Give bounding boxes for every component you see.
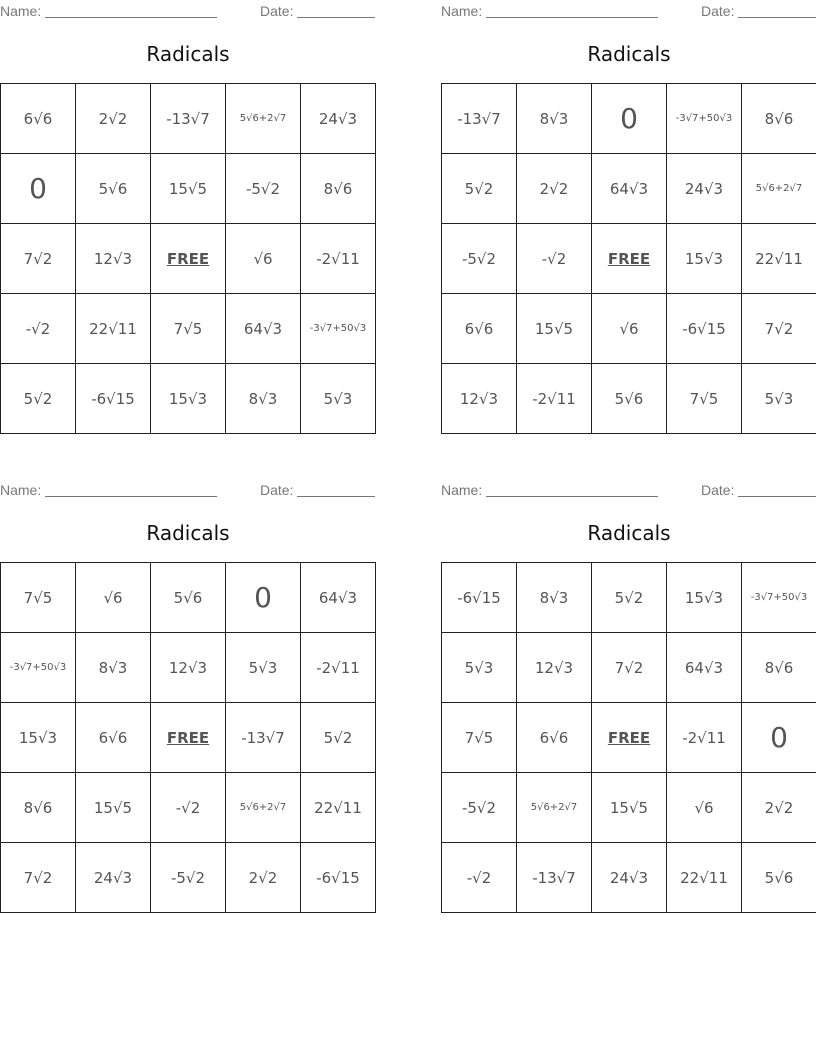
name-date-line — [441, 3, 816, 19]
bingo-cell: 5√3 — [442, 633, 517, 703]
name-label: Name: — [0, 3, 42, 19]
bingo-cell: -5√2 — [226, 154, 301, 224]
bingo-cell: 5√2 — [301, 703, 376, 773]
bingo-cell: 8√6 — [742, 633, 816, 703]
bingo-cell: -5√2 — [151, 843, 226, 913]
free-space: FREE — [592, 224, 667, 294]
bingo-grid — [441, 83, 816, 434]
bingo-cell: 24√3 — [301, 84, 376, 154]
bingo-cell: 15√3 — [667, 224, 742, 294]
card-title: Radicals — [587, 521, 671, 545]
bingo-cell: -3√7+50√3 — [667, 84, 742, 154]
bingo-card-4 — [441, 479, 816, 919]
bingo-cell: 12√3 — [517, 633, 592, 703]
bingo-cell: -√2 — [1, 294, 76, 364]
bingo-cell: 7√2 — [1, 843, 76, 913]
date-label: Date: — [260, 3, 294, 19]
bingo-cell: 7√2 — [1, 224, 76, 294]
bingo-card-2 — [441, 0, 816, 440]
bingo-cell: √6 — [226, 224, 301, 294]
bingo-cell: 5√6 — [592, 364, 667, 434]
name-blank — [486, 496, 658, 497]
bingo-grid — [0, 83, 376, 434]
bingo-cell: 5√6 — [76, 154, 151, 224]
date-label: Date: — [701, 482, 735, 498]
date-blank — [738, 496, 816, 497]
bingo-cell: 7√5 — [442, 703, 517, 773]
bingo-cell: 5√2 — [1, 364, 76, 434]
bingo-card-1 — [0, 0, 376, 440]
bingo-cell: 8√3 — [517, 84, 592, 154]
bingo-cell: 7√2 — [742, 294, 816, 364]
bingo-cell: -5√2 — [442, 224, 517, 294]
date-blank — [297, 496, 375, 497]
bingo-cell: 8√6 — [301, 154, 376, 224]
free-space: FREE — [151, 224, 226, 294]
bingo-cell: 24√3 — [592, 843, 667, 913]
bingo-cell: 6√6 — [76, 703, 151, 773]
bingo-cell: 8√3 — [226, 364, 301, 434]
bingo-cell: 5√6+2√7 — [742, 154, 816, 224]
bingo-cell: -√2 — [517, 224, 592, 294]
bingo-cell: -6√15 — [442, 563, 517, 633]
bingo-cell: 5√2 — [442, 154, 517, 224]
bingo-cell: -2√11 — [301, 633, 376, 703]
card-title: Radicals — [587, 42, 671, 66]
bingo-cell: 12√3 — [442, 364, 517, 434]
bingo-cell: -3√7+50√3 — [1, 633, 76, 703]
bingo-cell: 15√5 — [76, 773, 151, 843]
bingo-cell: 7√2 — [592, 633, 667, 703]
bingo-cell: -6√15 — [301, 843, 376, 913]
bingo-cell: 0 — [1, 154, 76, 224]
bingo-cell: -√2 — [151, 773, 226, 843]
bingo-cell: 5√2 — [592, 563, 667, 633]
bingo-cell: -13√7 — [151, 84, 226, 154]
bingo-cell: 2√2 — [226, 843, 301, 913]
bingo-cell: 22√11 — [742, 224, 816, 294]
bingo-cell: 5√6+2√7 — [226, 84, 301, 154]
name-blank — [45, 17, 217, 18]
bingo-cell: -2√11 — [517, 364, 592, 434]
name-date-line — [441, 482, 816, 498]
name-label: Name: — [0, 482, 42, 498]
bingo-grid — [0, 562, 376, 913]
bingo-cell: -5√2 — [442, 773, 517, 843]
bingo-cell: 8√3 — [517, 563, 592, 633]
bingo-cell: 15√3 — [151, 364, 226, 434]
bingo-cell: -2√11 — [301, 224, 376, 294]
name-date-line — [0, 482, 376, 498]
date-label: Date: — [701, 3, 735, 19]
bingo-cell: √6 — [667, 773, 742, 843]
bingo-cell: 5√6 — [742, 843, 816, 913]
bingo-cell: 12√3 — [151, 633, 226, 703]
bingo-cell: -3√7+50√3 — [301, 294, 376, 364]
bingo-cell: 64√3 — [667, 633, 742, 703]
bingo-cell: 7√5 — [1, 563, 76, 633]
bingo-cell: 8√6 — [1, 773, 76, 843]
name-label: Name: — [441, 482, 483, 498]
bingo-cell: 6√6 — [442, 294, 517, 364]
bingo-cell: 24√3 — [667, 154, 742, 224]
bingo-cell: 64√3 — [592, 154, 667, 224]
bingo-cell: 5√6+2√7 — [226, 773, 301, 843]
bingo-cell: 5√6+2√7 — [517, 773, 592, 843]
bingo-cell: -2√11 — [667, 703, 742, 773]
date-label: Date: — [260, 482, 294, 498]
bingo-cell: -6√15 — [76, 364, 151, 434]
bingo-cell: √6 — [592, 294, 667, 364]
bingo-cell: 22√11 — [76, 294, 151, 364]
bingo-cell: -13√7 — [442, 84, 517, 154]
bingo-cell: 15√3 — [1, 703, 76, 773]
bingo-cell: 8√3 — [76, 633, 151, 703]
bingo-cell: 7√5 — [667, 364, 742, 434]
bingo-cell: 24√3 — [76, 843, 151, 913]
name-label: Name: — [441, 3, 483, 19]
name-date-line — [0, 3, 376, 19]
bingo-cell: -13√7 — [226, 703, 301, 773]
bingo-cell: 8√6 — [742, 84, 816, 154]
bingo-cell: 22√11 — [301, 773, 376, 843]
bingo-cell: -3√7+50√3 — [742, 563, 816, 633]
bingo-cell: 5√3 — [301, 364, 376, 434]
bingo-cell: 22√11 — [667, 843, 742, 913]
bingo-cell: -6√15 — [667, 294, 742, 364]
date-blank — [738, 17, 816, 18]
free-space: FREE — [151, 703, 226, 773]
bingo-cell: 15√5 — [151, 154, 226, 224]
bingo-cell: 5√3 — [226, 633, 301, 703]
date-blank — [297, 17, 375, 18]
bingo-cell: 0 — [742, 703, 816, 773]
bingo-cell: 6√6 — [517, 703, 592, 773]
bingo-cell: 2√2 — [76, 84, 151, 154]
name-blank — [486, 17, 658, 18]
name-blank — [45, 496, 217, 497]
bingo-grid — [441, 562, 816, 913]
bingo-cell: 15√3 — [667, 563, 742, 633]
bingo-cell: 2√2 — [742, 773, 816, 843]
bingo-cell: 0 — [592, 84, 667, 154]
bingo-cell: 15√5 — [517, 294, 592, 364]
bingo-cell: -√2 — [442, 843, 517, 913]
bingo-cell: 2√2 — [517, 154, 592, 224]
bingo-cell: 5√3 — [742, 364, 816, 434]
bingo-cell: 5√6 — [151, 563, 226, 633]
bingo-cell: 64√3 — [301, 563, 376, 633]
bingo-cell: √6 — [76, 563, 151, 633]
card-title: Radicals — [146, 521, 230, 545]
bingo-cell: -13√7 — [517, 843, 592, 913]
bingo-cell: 0 — [226, 563, 301, 633]
free-space: FREE — [592, 703, 667, 773]
bingo-cell: 7√5 — [151, 294, 226, 364]
bingo-cell: 15√5 — [592, 773, 667, 843]
card-title: Radicals — [146, 42, 230, 66]
bingo-cell: 6√6 — [1, 84, 76, 154]
bingo-cell: 64√3 — [226, 294, 301, 364]
bingo-card-3 — [0, 479, 376, 919]
bingo-cell: 12√3 — [76, 224, 151, 294]
